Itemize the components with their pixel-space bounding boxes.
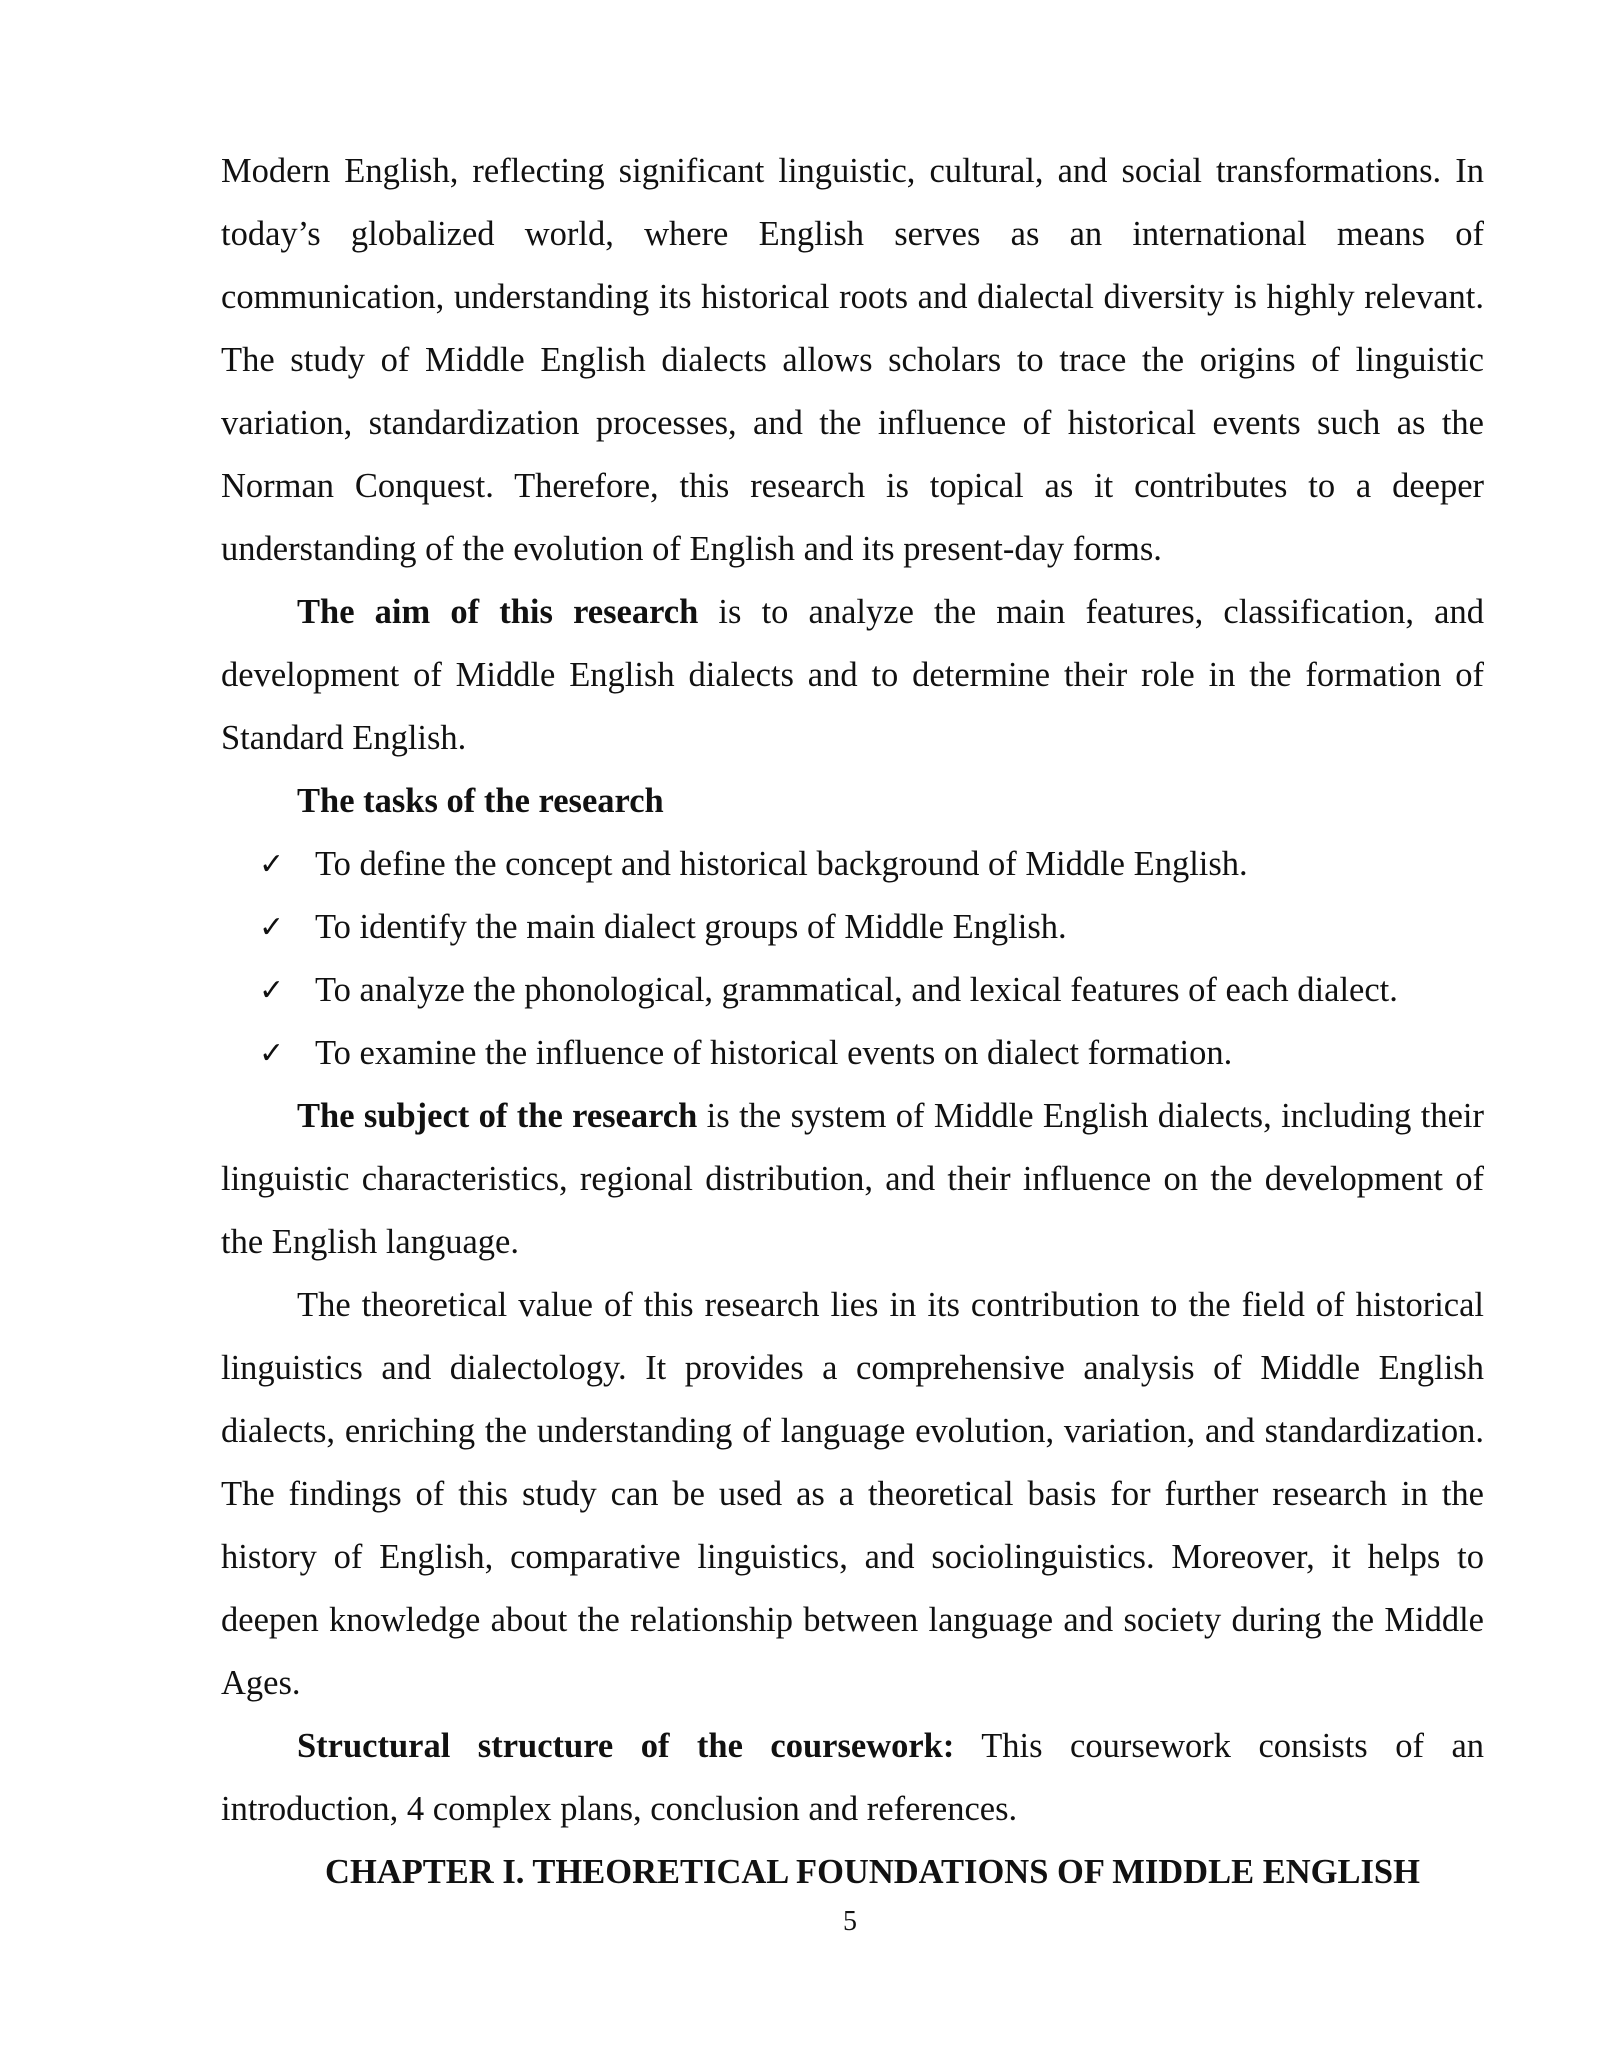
- checkmark-icon: ✓: [259, 1036, 285, 1071]
- checkmark-icon: ✓: [259, 910, 285, 945]
- task-text: To define the concept and historical background of Middle English.: [315, 845, 1248, 883]
- aim-text: is to analyze the main features, classification, and development of Middle English dialects and to determine their role in the formation of Standard English.: [221, 593, 1484, 757]
- subject-paragraph: [221, 1085, 1484, 1274]
- task-text: To examine the influence of historical events on dialect formation.: [315, 1034, 1233, 1072]
- checkmark-icon: ✓: [259, 973, 285, 1008]
- structure-label: Structural structure of the coursework:: [297, 1727, 955, 1765]
- relevance-paragraph: Modern English, reflecting significant linguistic, cultural, and social transformations. In today’s globalized world, where English serves as an international means of communication, understanding its historical roots and dialectal diversity is highly relevant. The study of Middle English dialects allows scholars to trace the origins of linguistic variation, standardization processes, and the influence of historical events such as the Norman Conquest. Therefore, this research is topical as it contributes to a deeper understanding of the evolution of English and its present-day forms.: [221, 152, 1484, 568]
- tasks-list: [221, 833, 1484, 1085]
- aim-label: The aim of this research: [297, 593, 699, 631]
- chapter-heading: CHAPTER I. THEORETICAL FOUNDATIONS OF MIDDLE ENGLISH: [325, 1853, 1420, 1891]
- subject-text: is the system of Middle English dialects, including their linguistic characteristics, regional distribution, and their influence on the development of the English language.: [221, 1097, 1484, 1261]
- task-item: [221, 896, 1484, 959]
- checkmark-icon: ✓: [259, 847, 285, 882]
- task-item: [221, 959, 1484, 1022]
- aim-paragraph: [221, 581, 1484, 770]
- task-text: To analyze the phonological, grammatical, and lexical features of each dialect.: [315, 971, 1398, 1009]
- theoretical-value-paragraph: The theoretical value of this research lies in its contribution to the field of historical linguistics and dialectology. It provides a comprehensive analysis of Middle English dialects, enriching the understanding of language evolution, variation, and standardization. The findings of this study can be used as a theoretical basis for further research in the history of English, comparative linguistics, and sociolinguistics. Moreover, it helps to deepen knowledge about the relationship between language and society during the Middle Ages.: [221, 1286, 1484, 1702]
- page-number: 5: [843, 1906, 857, 1937]
- tasks-heading: The tasks of the research: [297, 782, 664, 820]
- task-item: [221, 833, 1484, 896]
- task-text: To identify the main dialect groups of Middle English.: [315, 908, 1067, 946]
- task-item: [221, 1022, 1484, 1085]
- document-body: [221, 140, 1484, 1904]
- structure-paragraph: [221, 1715, 1484, 1841]
- subject-label: The subject of the research: [297, 1097, 698, 1135]
- structure-text: This coursework consists of an introduction, 4 complex plans, conclusion and references.: [221, 1727, 1485, 1828]
